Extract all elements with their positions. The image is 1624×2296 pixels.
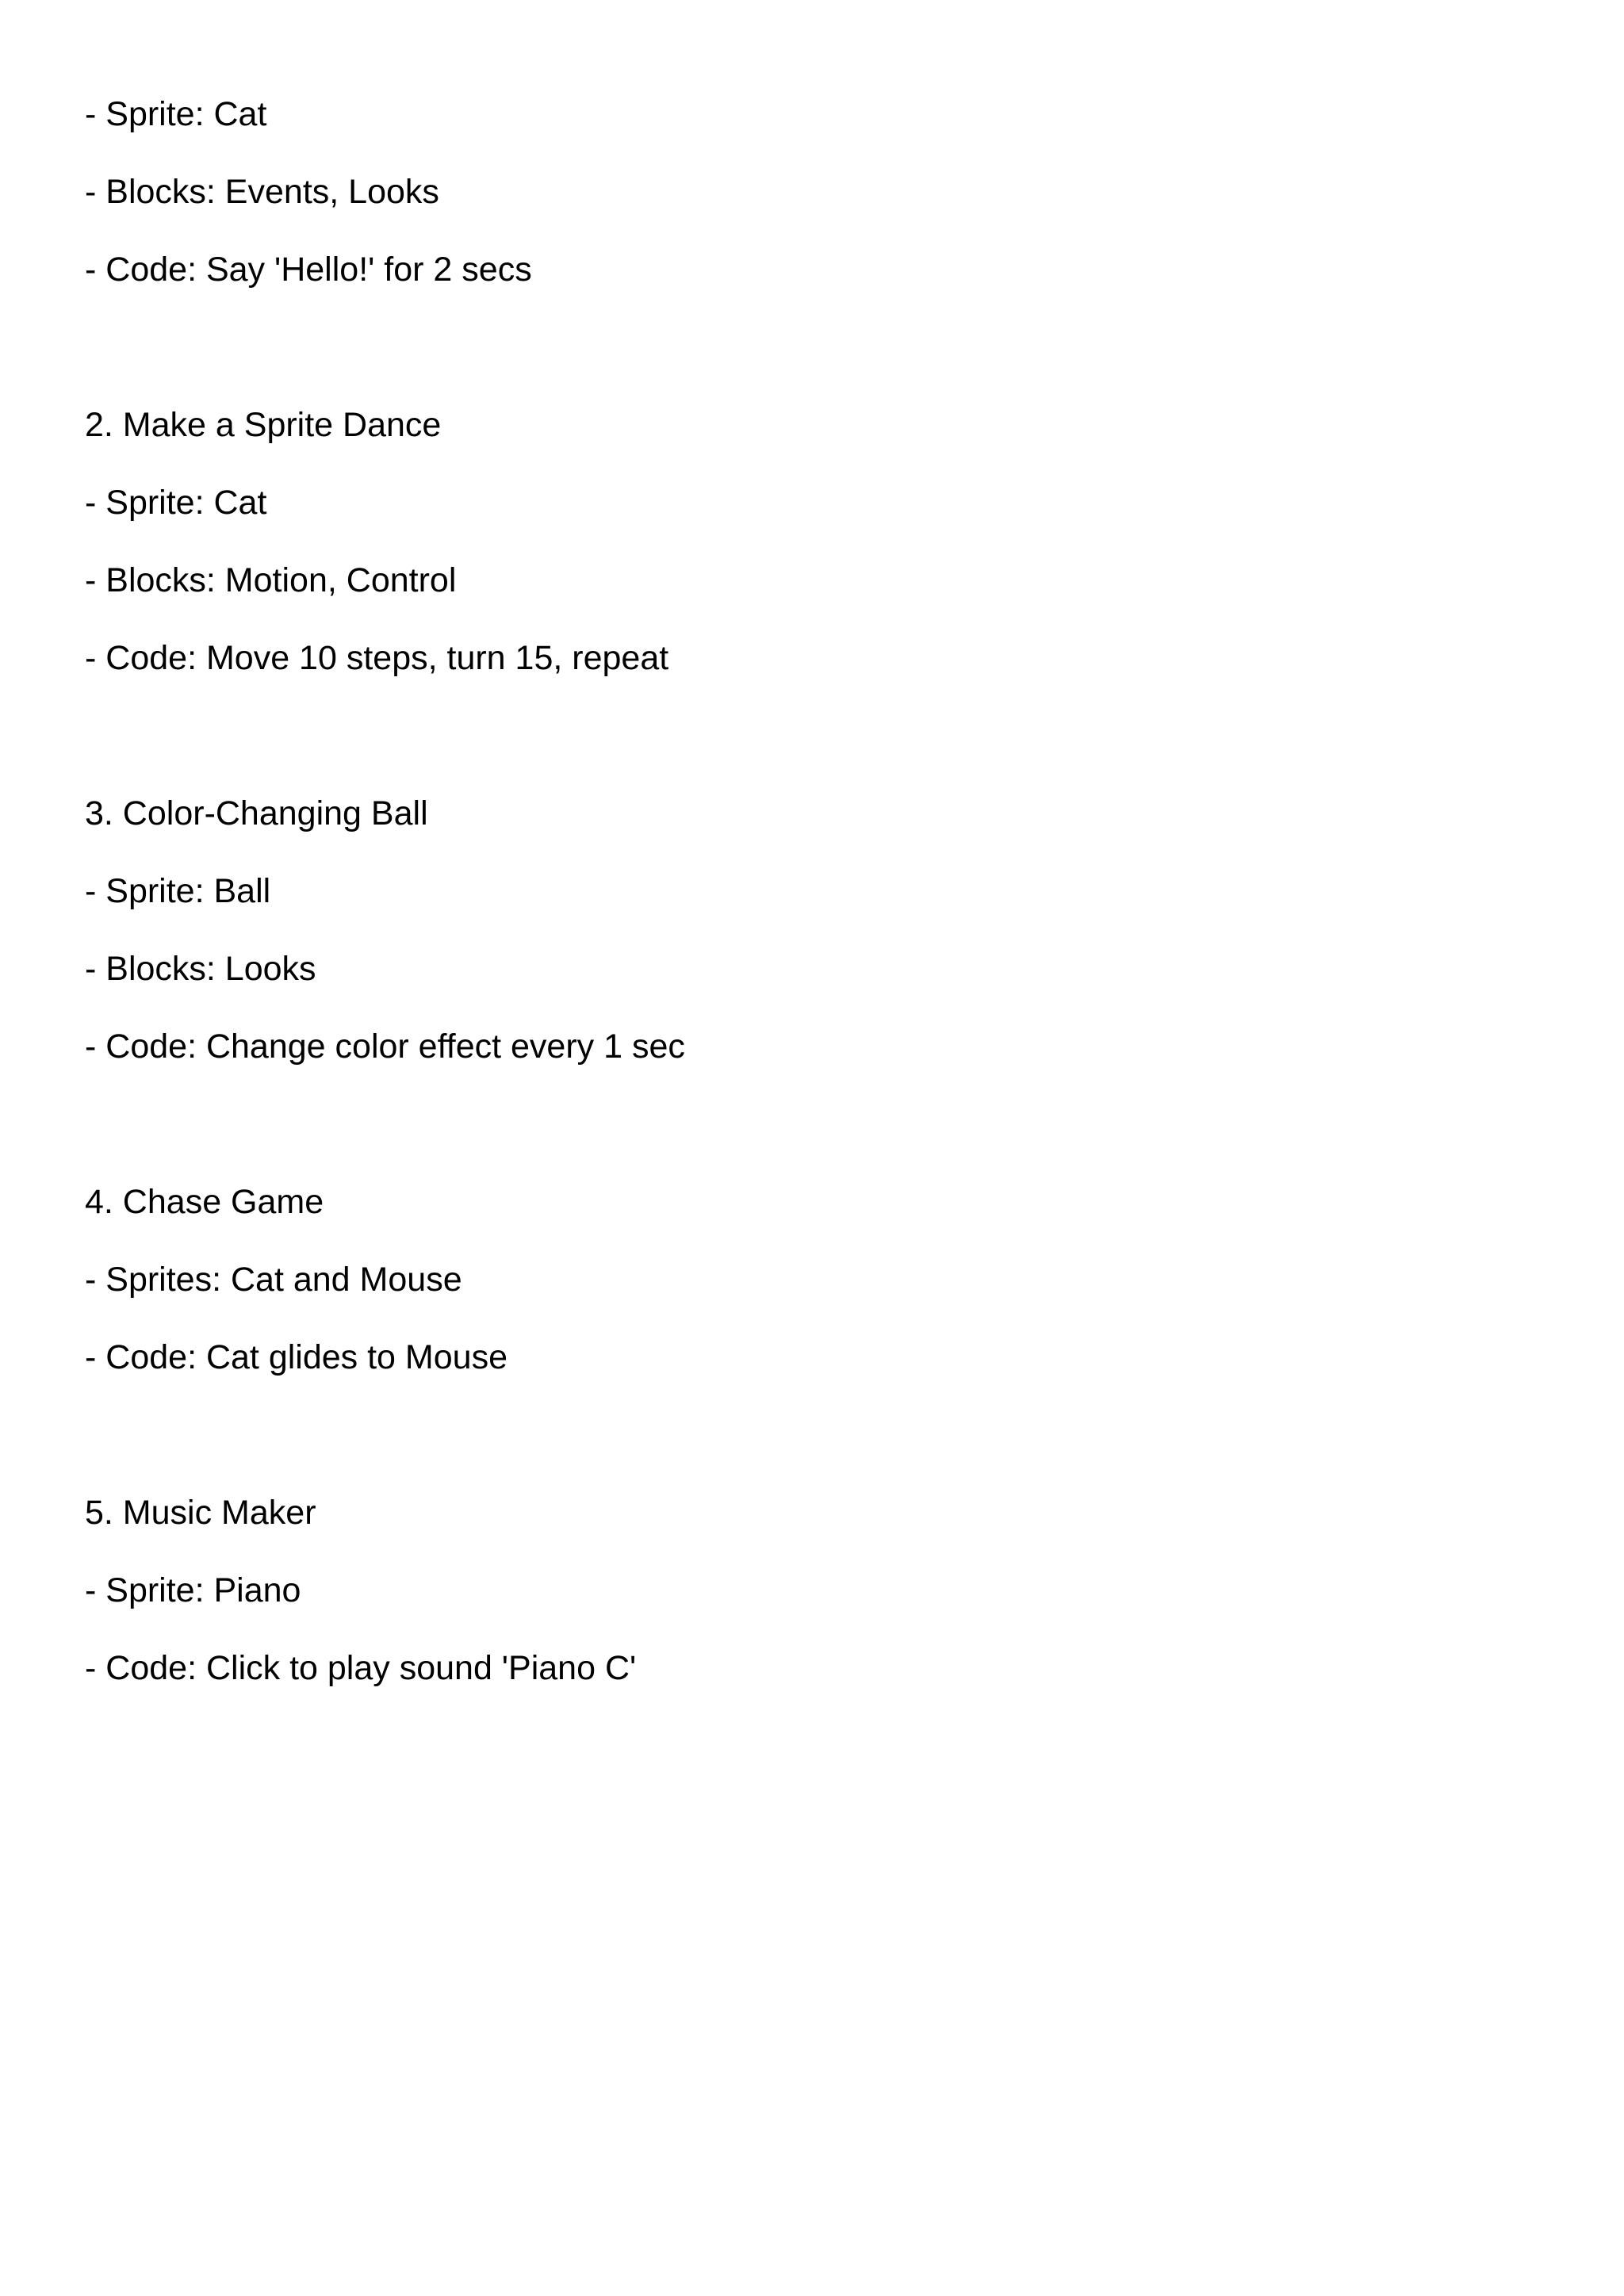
list-item: - Blocks: Looks <box>85 950 316 988</box>
list-item: - Sprite: Ball <box>85 872 271 910</box>
section-heading: 5. Music Maker <box>85 1494 316 1532</box>
section-heading: 3. Color-Changing Ball <box>85 794 428 832</box>
intro-line-blocks: - Blocks: Events, Looks <box>85 173 439 211</box>
intro-line-code: - Code: Say 'Hello!' for 2 secs <box>85 251 532 289</box>
section-heading: 4. Chase Game <box>85 1183 324 1221</box>
section-heading: 2. Make a Sprite Dance <box>85 406 442 444</box>
list-item: - Code: Click to play sound 'Piano C' <box>85 1649 637 1687</box>
list-item: - Code: Cat glides to Mouse <box>85 1338 508 1376</box>
list-item: - Blocks: Motion, Control <box>85 561 457 599</box>
list-item: - Sprite: Piano <box>85 1571 301 1609</box>
list-item: - Code: Move 10 steps, turn 15, repeat <box>85 639 669 677</box>
list-item: - Sprites: Cat and Mouse <box>85 1261 462 1299</box>
intro-line-sprite: - Sprite: Cat <box>85 95 267 133</box>
list-item: - Code: Change color effect every 1 sec <box>85 1027 685 1066</box>
list-item: - Sprite: Cat <box>85 484 267 522</box>
